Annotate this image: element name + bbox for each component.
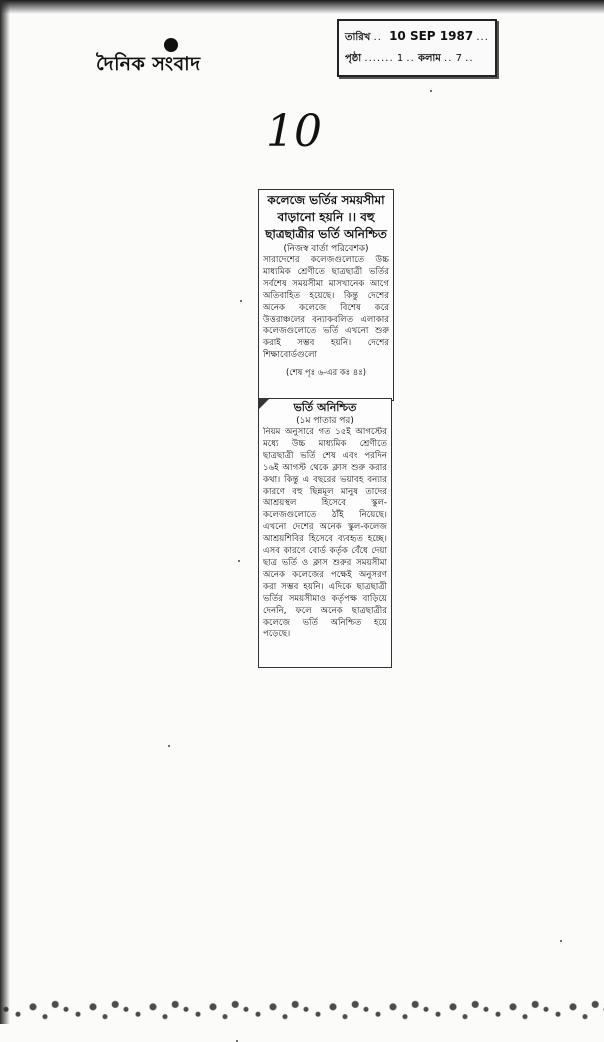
scan-speck [240,300,242,302]
scan-speck [238,560,240,562]
clipping-continuation-note: (শেষ পৃঃ ৬-এর কঃ ৪ঃ) [286,367,366,377]
clipping-byline: (নিজস্ব বার্তা পরিবেশক) [283,244,369,254]
scan-speck [560,940,562,942]
clipping-body: সারাদেশের কলেজগুলোতে উচ্চ মাধ্যমিক শ্রেণীতে ছাত্রছাত্রী ভর্তির সর্বশেষ সময়সীমা মাসখানেক আগে অতিবাহিত হয়েছে। কিন্তু দেশের অনেক কলেজে বিশেষ করে উত্তরাঞ্চলের বন্যাকবলিত এলাকার কলেজগুলোতে ভর্তি এখনো শুরু করাই সম্ভব হয়নি। দেশের শিক্ষাবোর্ডগুলো [263,255,389,361]
clipping-headline: কলেজে ভর্তির সময়সীমা বাড়ানো হয়নি ।। বহু ছাত্রছাত্রীর ভর্তি অনিশ্চিত [265,193,387,241]
newspaper-name: দৈনিক সংবাদ [96,53,201,75]
stamp-page-label: পৃষ্ঠা [345,53,362,64]
stamp-date-value: 10 SEP 1987 [389,29,474,43]
clipping-stamp [337,19,497,77]
clipping-headline: ভর্তি অনিশ্চিত [293,401,357,414]
scan-edge-top [0,0,604,14]
scan-speck [168,745,170,747]
stamp-column-value: 7 [455,53,462,64]
stamp-date-row [345,29,489,47]
clipping-continued-from: (১ম পাতার পর) [296,416,354,426]
stamp-dots: .. [465,53,474,64]
stamp-dots: .. [373,32,382,43]
news-clipping-continued [258,398,392,668]
news-clipping-front-page [258,189,394,401]
stamp-dots: .. [444,53,453,64]
folded-corner [259,399,269,409]
stamp-dots: .. [406,53,415,64]
stamp-dots: ... [476,32,489,43]
punch-hole [164,38,178,52]
scan-noise-bottom [0,975,604,1024]
stamp-page-row [345,51,474,68]
handwritten-page-number: 10 [266,106,322,157]
stamp-date-label: তারিখ [345,32,371,43]
stamp-dots: ....... [364,53,394,64]
stamp-column-label: কলাম [417,53,441,64]
scan-edge-left [0,0,10,1024]
scan-speck [430,90,432,92]
stamp-page-value: 1 [396,53,404,64]
clipping-body: নিয়ম অনুসারে গত ১৫ই আগস্টের মধ্যে উচ্চ মাধ্যমিক শ্রেণীতে ছাত্রছাত্রী ভর্তি শেষ এবং পরদিন ১৬ই আগস্ট থেকে ক্লাস শুরু করার কথা। কিন্তু এ বছরের ভয়াবহ বন্যার কারণে বহু ছিন্নমূল মানুষ তাদের আশ্রয়স্থল হিসেবে স্কুল-কলেজগুলোতে ঠাঁই নিয়েছে। এখনো দেশের অনেক স্কুল-কলেজ আশ্রয়শিবির হিসেবে ব্যবহৃত হচ্ছে। এসব কারণে বোর্ড কর্তৃক বেঁধে দেয়া ছাত্র ভর্তি ও ক্লাস শুরুর সময়সীমা অনেক কলেজের পক্ষেই অনুসরণ করা সম্ভব হয়নি। এদিকে ছাত্রছাত্রী ভর্তির সময়সীমাও কর্তৃপক্ষ বাড়িয়ে দেননি, ফলে অনেক ছাত্রছাত্রীর কলেজে ভর্তি অনিশ্চিত হয়ে পড়েছে। [263,427,387,640]
